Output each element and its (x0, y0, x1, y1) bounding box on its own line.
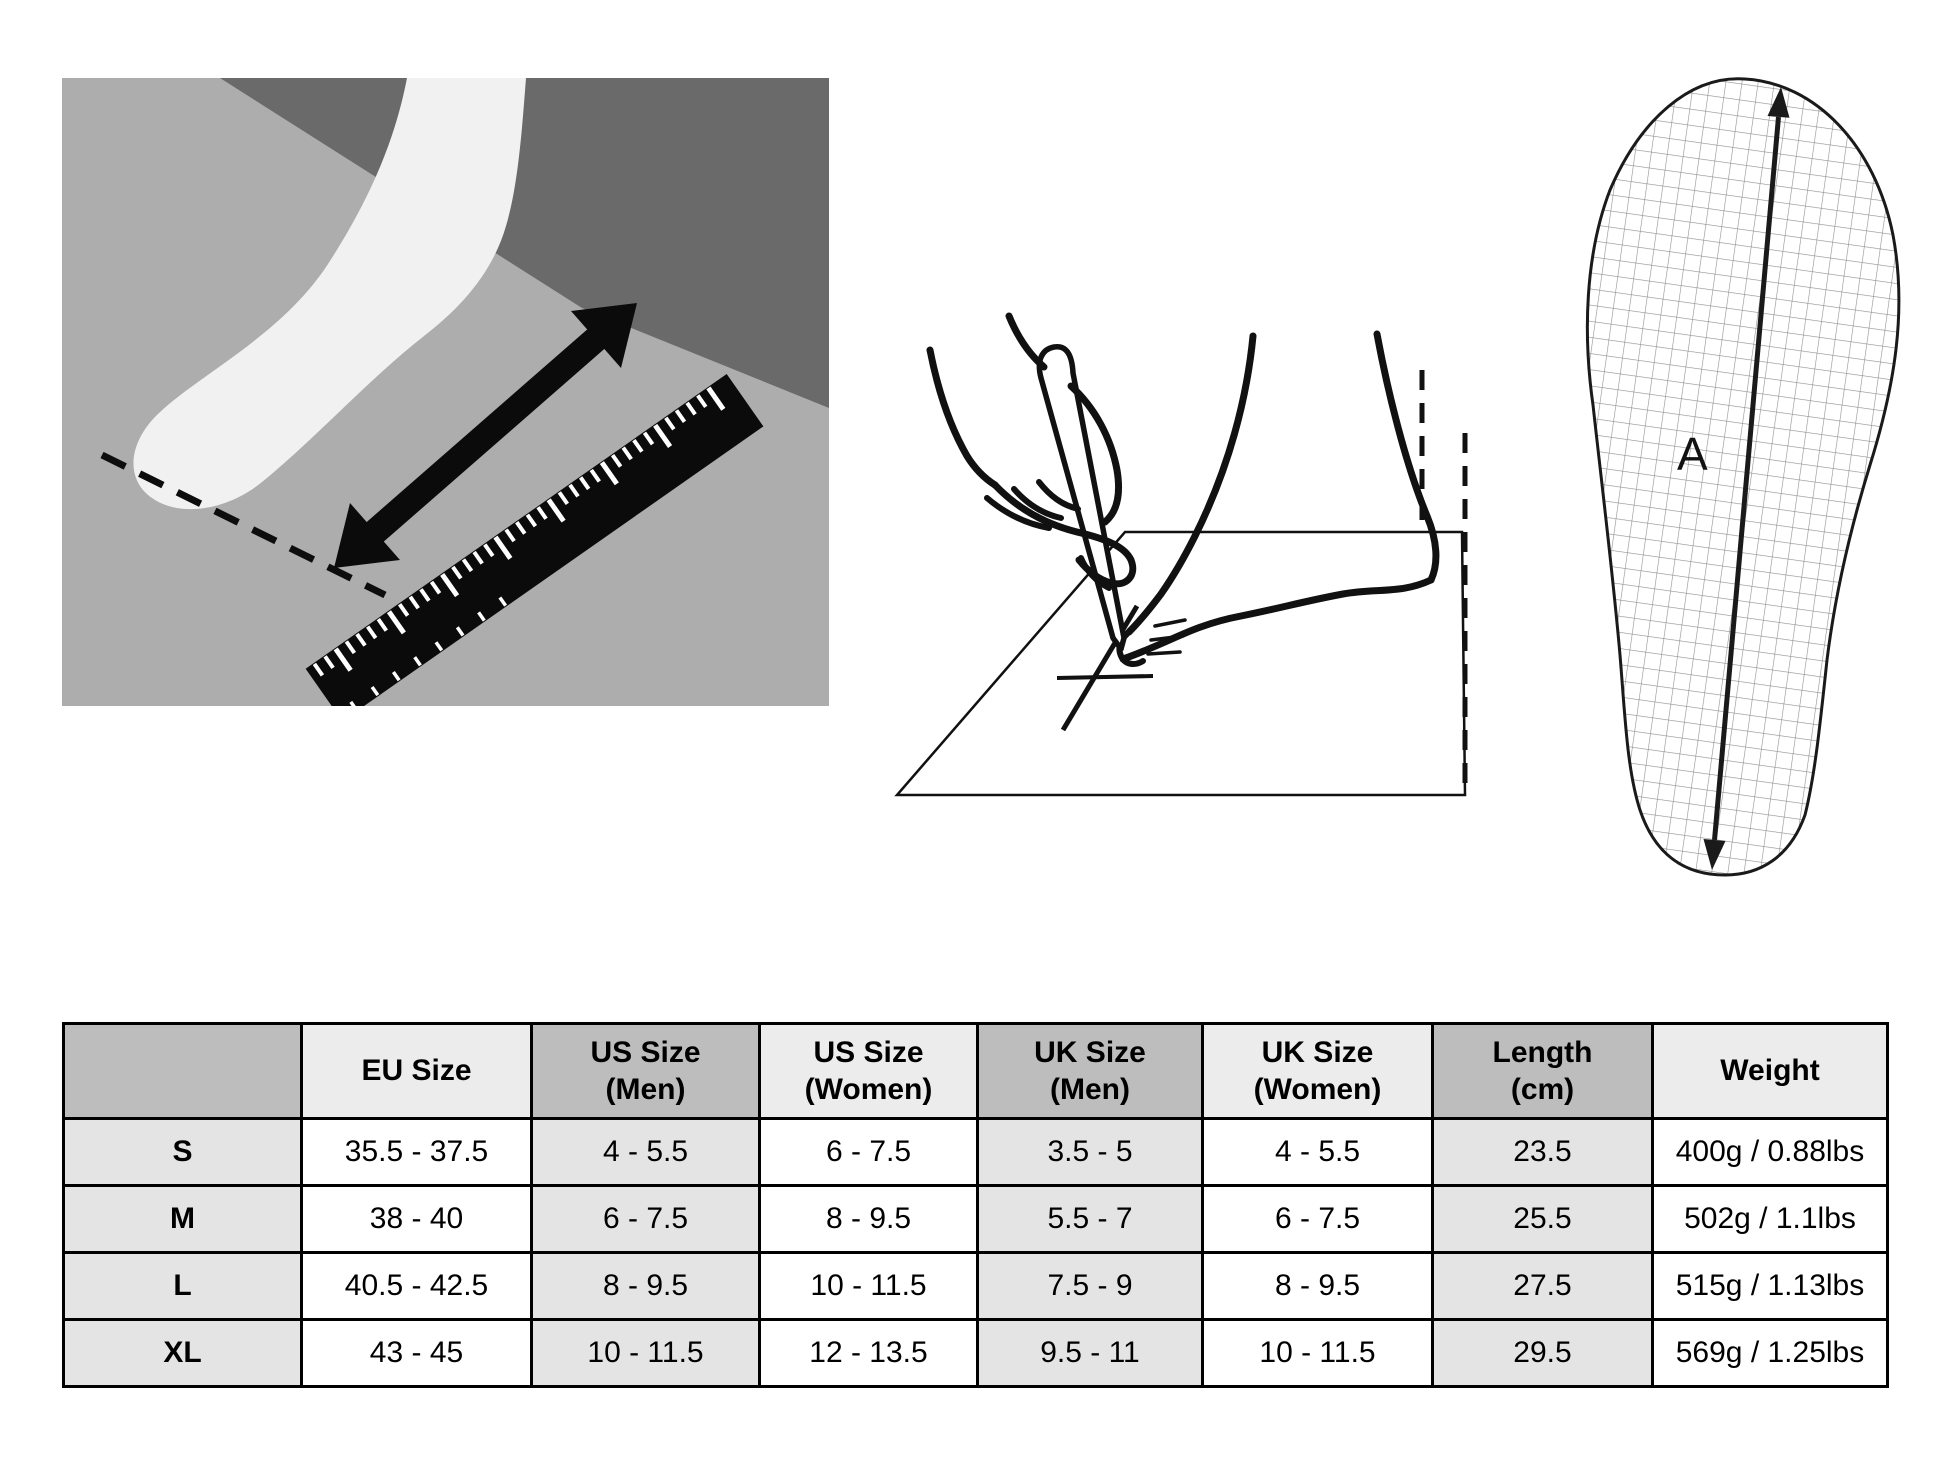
size-chart-table (62, 1022, 1889, 1388)
uk-size-women: 10 - 11.5 (1203, 1320, 1433, 1387)
col-header-uk-women: UK Size (Women) (1203, 1024, 1433, 1119)
insole-illustration (1565, 75, 1910, 885)
col-header-blank (64, 1024, 302, 1119)
uk-size-women: 4 - 5.5 (1203, 1119, 1433, 1186)
uk-size-men: 3.5 - 5 (978, 1119, 1203, 1186)
eu-size: 43 - 45 (302, 1320, 532, 1387)
weight: 400g / 0.88lbs (1653, 1119, 1888, 1186)
uk-size-women: 6 - 7.5 (1203, 1186, 1433, 1253)
col-header-length: Length (cm) (1433, 1024, 1653, 1119)
weight: 515g / 1.13lbs (1653, 1253, 1888, 1320)
length-label: A (1677, 428, 1708, 480)
us-size-men: 8 - 9.5 (532, 1253, 760, 1320)
eu-size: 38 - 40 (302, 1186, 532, 1253)
us-size-women: 12 - 13.5 (760, 1320, 978, 1387)
eu-size: 40.5 - 42.5 (302, 1253, 532, 1320)
us-size-men: 6 - 7.5 (532, 1186, 760, 1253)
weight: 502g / 1.1lbs (1653, 1186, 1888, 1253)
us-size-men: 10 - 11.5 (532, 1320, 760, 1387)
size-label: S (64, 1119, 302, 1186)
length-cm: 23.5 (1433, 1119, 1653, 1186)
paper-sheet (897, 532, 1465, 795)
col-header-us-men: US Size (Men) (532, 1024, 760, 1119)
col-header-eu: EU Size (302, 1024, 532, 1119)
length-cm: 25.5 (1433, 1186, 1653, 1253)
table-row-l (64, 1253, 1888, 1320)
col-header-uk-men: UK Size (Men) (978, 1024, 1203, 1119)
length-cm: 27.5 (1433, 1253, 1653, 1320)
table-row-m (64, 1186, 1888, 1253)
weight: 569g / 1.25lbs (1653, 1320, 1888, 1387)
foot-trace-illustration (725, 258, 1485, 798)
size-label: XL (64, 1320, 302, 1387)
col-header-us-women: US Size (Women) (760, 1024, 978, 1119)
uk-size-women: 8 - 9.5 (1203, 1253, 1433, 1320)
uk-size-men: 5.5 - 7 (978, 1186, 1203, 1253)
col-header-weight: Weight (1653, 1024, 1888, 1119)
table-row-xl (64, 1320, 1888, 1387)
us-size-women: 6 - 7.5 (760, 1119, 978, 1186)
foot-measure-illustration (62, 78, 829, 706)
us-size-women: 10 - 11.5 (760, 1253, 978, 1320)
uk-size-men: 9.5 - 11 (978, 1320, 1203, 1387)
insole-outline (1587, 79, 1899, 875)
uk-size-men: 7.5 - 9 (978, 1253, 1203, 1320)
length-cm: 29.5 (1433, 1320, 1653, 1387)
size-label: M (64, 1186, 302, 1253)
us-size-women: 8 - 9.5 (760, 1186, 978, 1253)
table-row-s (64, 1119, 1888, 1186)
eu-size: 35.5 - 37.5 (302, 1119, 532, 1186)
size-label: L (64, 1253, 302, 1320)
header-row (64, 1024, 1888, 1119)
us-size-men: 4 - 5.5 (532, 1119, 760, 1186)
